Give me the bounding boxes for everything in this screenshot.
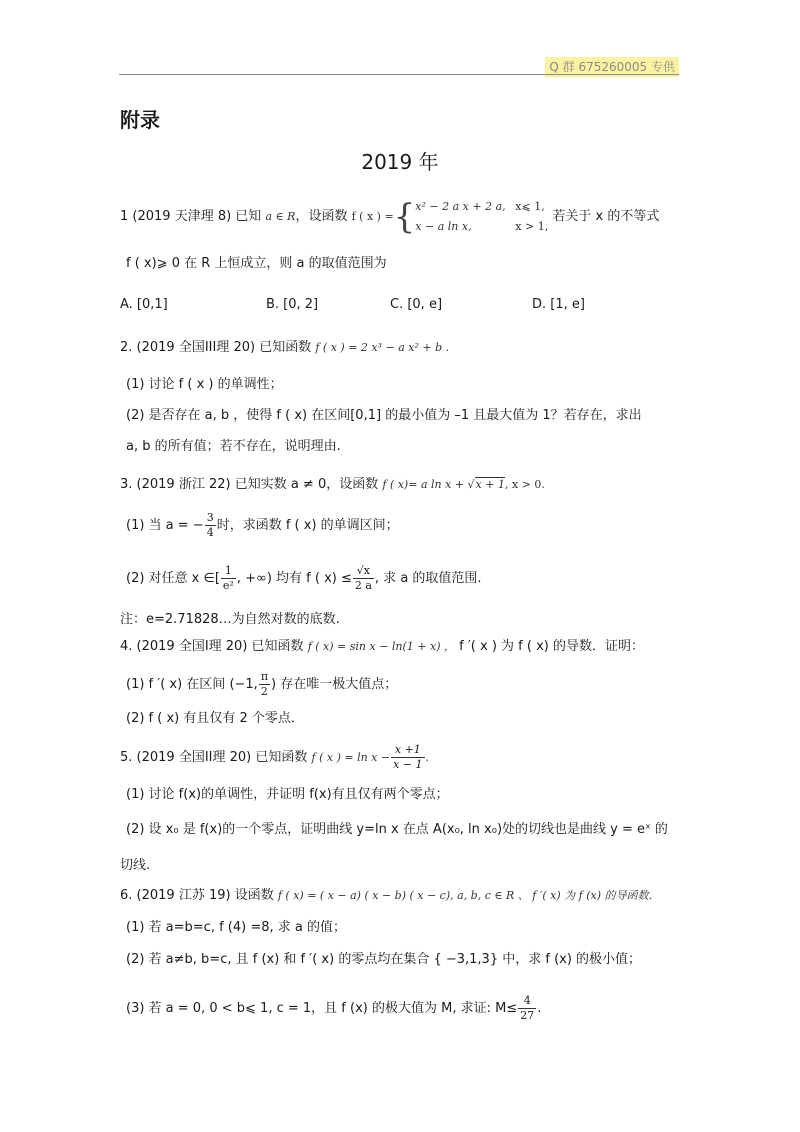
case2-cond: x > 1, bbox=[515, 219, 549, 233]
p3-sqrt: x + 1 bbox=[475, 478, 505, 491]
p6-fx: f ( x) = ( x − a) ( x − b) ( x − c), a, b, c ∈ R 、 f ′( x) 为 f (x) 的导函数． bbox=[277, 889, 660, 902]
p6-q3 bbox=[126, 990, 690, 1028]
choice-c: C. [0, e] bbox=[390, 297, 443, 312]
p5-q2: (2) 设 x₀ 是 f(x)的一个零点，证明曲线 y=ln x 在点 A(x₀, ln x₀)处的切线也是曲线 y = eˣ 的 bbox=[126, 822, 668, 837]
p3-dom: , x > 0. bbox=[504, 478, 545, 491]
p1-tail: 若关于 x 的不等式 bbox=[552, 209, 660, 224]
p3-q1-frac: $\frac{3}{4}$ bbox=[206, 511, 214, 539]
p3-fx: f ( x)= a ln x + bbox=[382, 478, 468, 491]
p3-note: 注：e=2.71828…为自然对数的底数. bbox=[120, 612, 340, 627]
p3-head: 3. (2019 浙江 22) 已知实数 a ≠ 0，设函数 bbox=[120, 477, 379, 492]
header-tag: Q 群 675260005 专供 bbox=[545, 57, 679, 77]
p3-q2a: (2) 对任意 x ∈[ bbox=[126, 571, 220, 586]
problem-4 bbox=[120, 637, 690, 657]
problem-3 bbox=[120, 475, 690, 495]
p6-q2: (2) 若 a≠b, b=c, 且 f (x) 和 f ′( x) 的零点均在集合 { −3,1,3} 中，求 f (x) 的极小值； bbox=[126, 952, 642, 967]
p3-q1a: (1) 当 a = − bbox=[126, 518, 204, 533]
p4-tail: f ′( x ) 为 f ( x) 的导数．证明： bbox=[455, 639, 644, 654]
p1-cases bbox=[415, 197, 548, 237]
p3-q2b: , +∞) 均有 f ( x) ≤ bbox=[236, 571, 352, 586]
year-heading: 2019 年 bbox=[361, 150, 439, 174]
p3-q2c: , 求 a 的取值范围. bbox=[374, 571, 482, 586]
p2-head: 2. (2019 全国III理 20) 已知函数 bbox=[120, 340, 312, 355]
p4-q1-frac: $\frac{\pi}{2}$ bbox=[260, 670, 269, 698]
p4-fx: f ( x) = sin x − ln(1 + x) ， bbox=[307, 640, 456, 653]
p1-head: 1 (2019 天津理 8) 已知 bbox=[120, 209, 262, 224]
choice-b: B. [0, 2] bbox=[266, 297, 319, 312]
p3-q2-rfrac: $\frac{√x}{2 a}$ bbox=[354, 564, 372, 592]
p5-head: 5. (2019 全国II理 20) 已知函数 bbox=[120, 750, 308, 765]
header-rule bbox=[119, 74, 679, 75]
p4-head: 4. (2019 全国I理 20) 已知函数 bbox=[120, 639, 304, 654]
p6-q1: (1) 若 a=b=c, f (4) =8, 求 a 的值； bbox=[126, 920, 347, 935]
case1-expr: x² − 2 a x + 2 a, bbox=[415, 199, 506, 213]
p6-q3a: (3) 若 a = 0, 0 < b⩽ 1, c = 1，且 f (x) 的极大值为 M, 求证: M≤ bbox=[126, 1001, 518, 1016]
p2-q2a: (2) 是否存在 a, b ，使得 f ( x) 在区间[0,1] 的最小值为 –1 且最大值为 1？若存在，求出 bbox=[126, 408, 642, 423]
case1-cond: x⩽ 1, bbox=[515, 199, 545, 213]
problem-2 bbox=[120, 338, 690, 358]
p6-head: 6. (2019 江苏 19) 设函数 bbox=[120, 888, 274, 903]
p1-cond: a ∈ R bbox=[265, 210, 296, 223]
p6-q3-frac: $\frac{4}{27}$ bbox=[520, 994, 535, 1022]
p2-fx: f ( x ) = 2 x³ − a x² + b . bbox=[315, 341, 450, 354]
sqrt-symbol: √ bbox=[467, 478, 475, 491]
p5-dot: . bbox=[425, 751, 430, 764]
p1-line2: f ( x)⩾ 0 在 R 上恒成立，则 a 的取值范围为 bbox=[126, 256, 387, 271]
case2-expr: x − a ln x, bbox=[415, 219, 472, 233]
p4-q1 bbox=[126, 666, 690, 704]
p3-q2 bbox=[126, 560, 690, 598]
p1-mid: ，设函数 bbox=[295, 209, 348, 224]
p4-q2: (2) f ( x) 有且仅有 2 个零点． bbox=[126, 711, 304, 726]
choice-d: D. [1, e] bbox=[532, 297, 585, 312]
p5-fx: f ( x ) = ln x − bbox=[311, 751, 391, 764]
p1-fx: f ( x ) = bbox=[351, 210, 394, 223]
p2-q1: (1) 讨论 f ( x ) 的单调性； bbox=[126, 377, 283, 392]
choice-a: A. [0,1] bbox=[120, 297, 168, 312]
problem-6 bbox=[120, 886, 690, 906]
p6-q3b: . bbox=[537, 1001, 542, 1016]
problem-1 bbox=[120, 196, 690, 238]
brace-symbol: { bbox=[393, 196, 416, 237]
p4-q1a: (1) f ′( x) 在区间 (−1, bbox=[126, 677, 258, 692]
p5-frac: $\frac{x +1}{x - 1}$ bbox=[393, 743, 423, 771]
p4-q1b: ) 存在唯一极大值点； bbox=[271, 677, 398, 692]
p2-q2b: a, b 的所有值；若不存在，说明理由. bbox=[126, 439, 341, 454]
problem-5 bbox=[120, 740, 690, 776]
appendix-title: 附录 bbox=[120, 108, 160, 132]
p5-q2b: 切线. bbox=[120, 858, 151, 873]
p3-q1 bbox=[126, 508, 690, 544]
p3-q1b: 时，求函数 f ( x) 的单调区间； bbox=[216, 518, 399, 533]
p5-q1: (1) 讨论 f(x)的单调性，并证明 f(x)有且仅有两个零点； bbox=[126, 787, 449, 802]
p3-q2-frac: $\frac{1}{\text{e²}}$ bbox=[222, 564, 234, 592]
